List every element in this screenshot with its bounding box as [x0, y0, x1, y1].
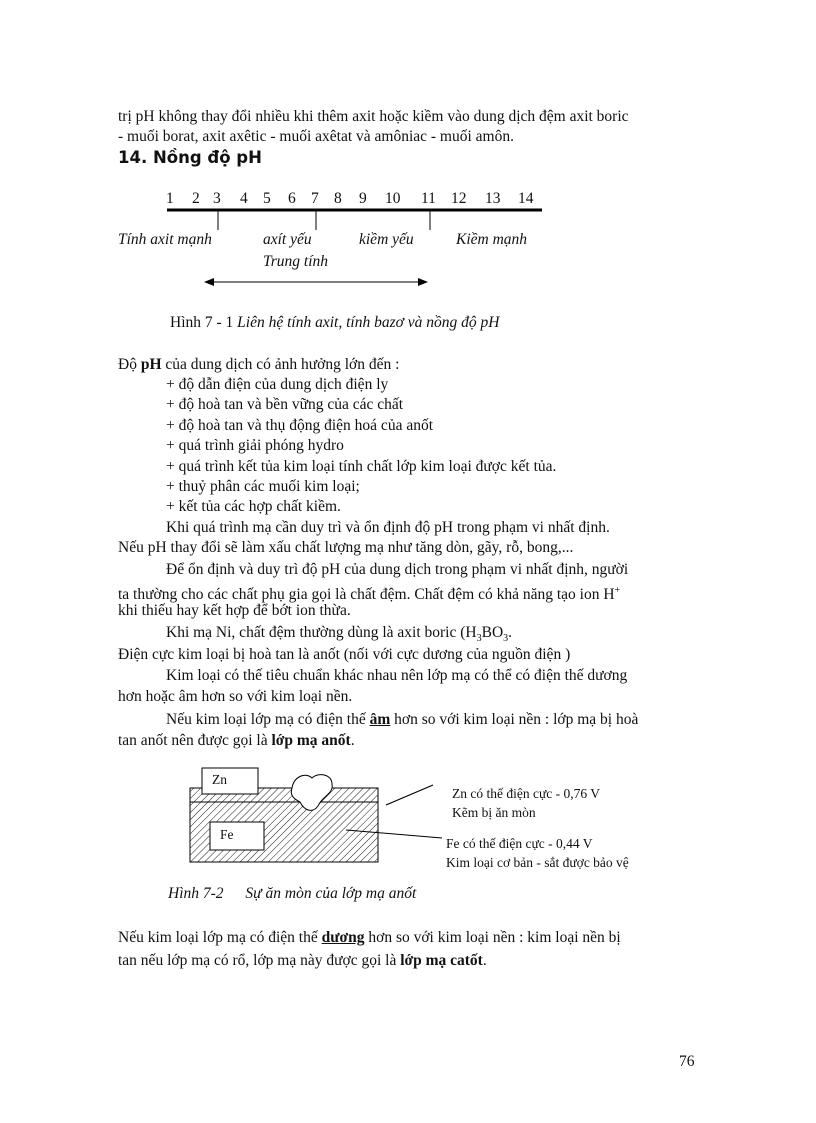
ph-number: 12: [451, 190, 467, 207]
paragraph-6-line-2: [118, 731, 355, 751]
ph-effect-intro: [118, 355, 399, 375]
bold-ph: pH: [140, 356, 162, 373]
label-strong-acid: Tính axit mạnh: [118, 231, 212, 248]
label-weak-acid: axít yếu: [263, 231, 312, 248]
paragraph-6-line-1: [166, 710, 638, 730]
text-run: tan nếu lớp mạ có rổ, lớp mạ này được gọi là: [118, 952, 401, 969]
caption-prefix: Hình 7-2: [168, 885, 224, 902]
ph-number: 13: [485, 190, 501, 207]
closing-line-2: [118, 951, 487, 971]
bold-cathode-coating: lớp mạ catốt: [400, 952, 483, 969]
text-run: Khi mạ Ni, chất đệm thường dùng là axit boric (H: [166, 624, 477, 641]
paragraph-5-line-2: hơn hoặc âm hơn so với kim loại nền.: [118, 688, 353, 705]
paragraph-2-line-1: Để ổn định và duy trì độ pH của dung dịch trong phạm vi nhất định, người: [166, 561, 629, 578]
label-strong-base: Kiềm mạnh: [456, 231, 528, 248]
paragraph-1-line-2: Nếu pH thay đổi sẽ làm xấu chất lượng mạ như tăng dòn, gãy, rỗ, bong,...: [118, 539, 574, 556]
text-run: Nếu kim loại lớp mạ có điện thế: [166, 711, 370, 728]
text-run: BO: [481, 624, 504, 641]
subscript: 3: [476, 633, 482, 645]
caption-prefix: Hình 7 - 1: [170, 314, 234, 331]
text-run: .: [482, 952, 487, 969]
text-run: tan anốt nên được gọi là: [118, 732, 272, 749]
page-number: 76: [679, 1053, 695, 1070]
section-title: 14. Nồng độ pH: [118, 148, 262, 167]
paragraph-5-line-1: Kim loại có thế tiêu chuẩn khác nhau nên lớp mạ có thể có điện thế dương: [166, 667, 628, 684]
caption-text: Sự ăn mòn của lớp mạ anốt: [245, 885, 417, 902]
text-run: của dung dịch có ảnh hưởng lớn đến :: [161, 356, 400, 373]
ph-number: 7: [311, 190, 319, 207]
paragraph-2-line-3: khi thiếu hay kết hợp để bớt ion thừa.: [118, 602, 351, 619]
underlined-positive: dương: [321, 929, 365, 946]
underlined-negative: âm: [369, 711, 391, 728]
fe-note-1: Fe có thế điện cực - 0,44 V: [446, 836, 593, 851]
arrow-right-head: [418, 278, 428, 286]
zn-pointer-line: [386, 785, 433, 805]
text-run: Độ: [118, 356, 141, 373]
arrow-left-head: [204, 278, 214, 286]
list-item: + độ hoà tan và thụ động điện hoá của anốt: [166, 417, 434, 434]
superscript: +: [614, 585, 621, 596]
list-item: + kết tủa các hợp chất kiềm.: [166, 498, 341, 515]
label-neutral: Trung tính: [263, 253, 329, 270]
text-run: hơn so với kim loại nền : lớp mạ bị hoà: [390, 711, 639, 728]
fe-label: Fe: [220, 827, 234, 842]
text-run: Nếu kim loại lớp mạ có điện thế: [118, 929, 322, 946]
ph-number: 4: [240, 190, 248, 207]
ph-number: 14: [518, 190, 534, 207]
ph-number: 10: [385, 190, 401, 207]
paragraph-1-line-1: Khi quá trình mạ cần duy trì và ổn định độ pH trong phạm vi nhất định.: [166, 519, 610, 536]
subscript: 3: [503, 633, 509, 645]
figure-7-2-caption: [168, 885, 416, 903]
ph-number: 5: [263, 190, 271, 207]
ph-number: 11: [421, 190, 436, 207]
figure-7-1-caption: [170, 314, 499, 332]
list-item: + quá trình giải phóng hydro: [166, 437, 344, 454]
zn-block: [202, 768, 258, 794]
ph-number: 8: [334, 190, 342, 207]
ph-number: 6: [288, 190, 296, 207]
fe-block: [210, 822, 264, 850]
ph-number: 9: [359, 190, 367, 207]
list-item: + thuỷ phân các muối kim loại;: [166, 478, 360, 495]
list-item: + độ dẫn điện của dung dịch điện ly: [166, 376, 389, 393]
zn-label: Zn: [212, 772, 227, 787]
closing-line-1: [118, 928, 621, 948]
text-run: .: [350, 732, 355, 749]
paragraph-4: Điện cực kim loại bị hoà tan là anốt (nối với cực dương của nguồn điện ): [118, 646, 571, 663]
fe-note-2: Kim loại cơ bản - sắt được bảo vệ: [446, 855, 629, 870]
label-weak-base: kiềm yếu: [359, 231, 414, 248]
intro-line-2: - muối borat, axit axêtic - muối axêtat và amôniac - muối amôn.: [118, 128, 514, 145]
text-run: .: [508, 624, 513, 641]
ph-number: 2: [192, 190, 200, 207]
zn-note-2: Kẽm bị ăn mòn: [452, 805, 536, 820]
text-run: hơn so với kim loại nền : kim loại nền bị: [364, 929, 621, 946]
bold-anode-coating: lớp mạ anốt: [271, 732, 351, 749]
caption-text: Liên hệ tính axit, tính bazơ và nồng độ pH: [237, 314, 500, 331]
list-item: + quá trình kết tủa kim loại tính chất lớp kim loại được kết tủa.: [166, 458, 557, 475]
text-run: ta thường cho các chất phụ gia gọi là chất đệm. Chất đệm có khả năng tạo ion H: [118, 586, 615, 604]
intro-line-1: trị pH không thay đổi nhiều khi thêm axit hoặc kiềm vào dung dịch đệm axit boric: [118, 108, 629, 125]
zn-note-1: Zn có thế điện cực - 0,76 V: [452, 786, 601, 801]
ph-number: 1: [166, 190, 174, 207]
ph-number: 3: [213, 190, 221, 207]
list-item: + độ hoà tan và bền vững của các chất: [166, 396, 404, 413]
